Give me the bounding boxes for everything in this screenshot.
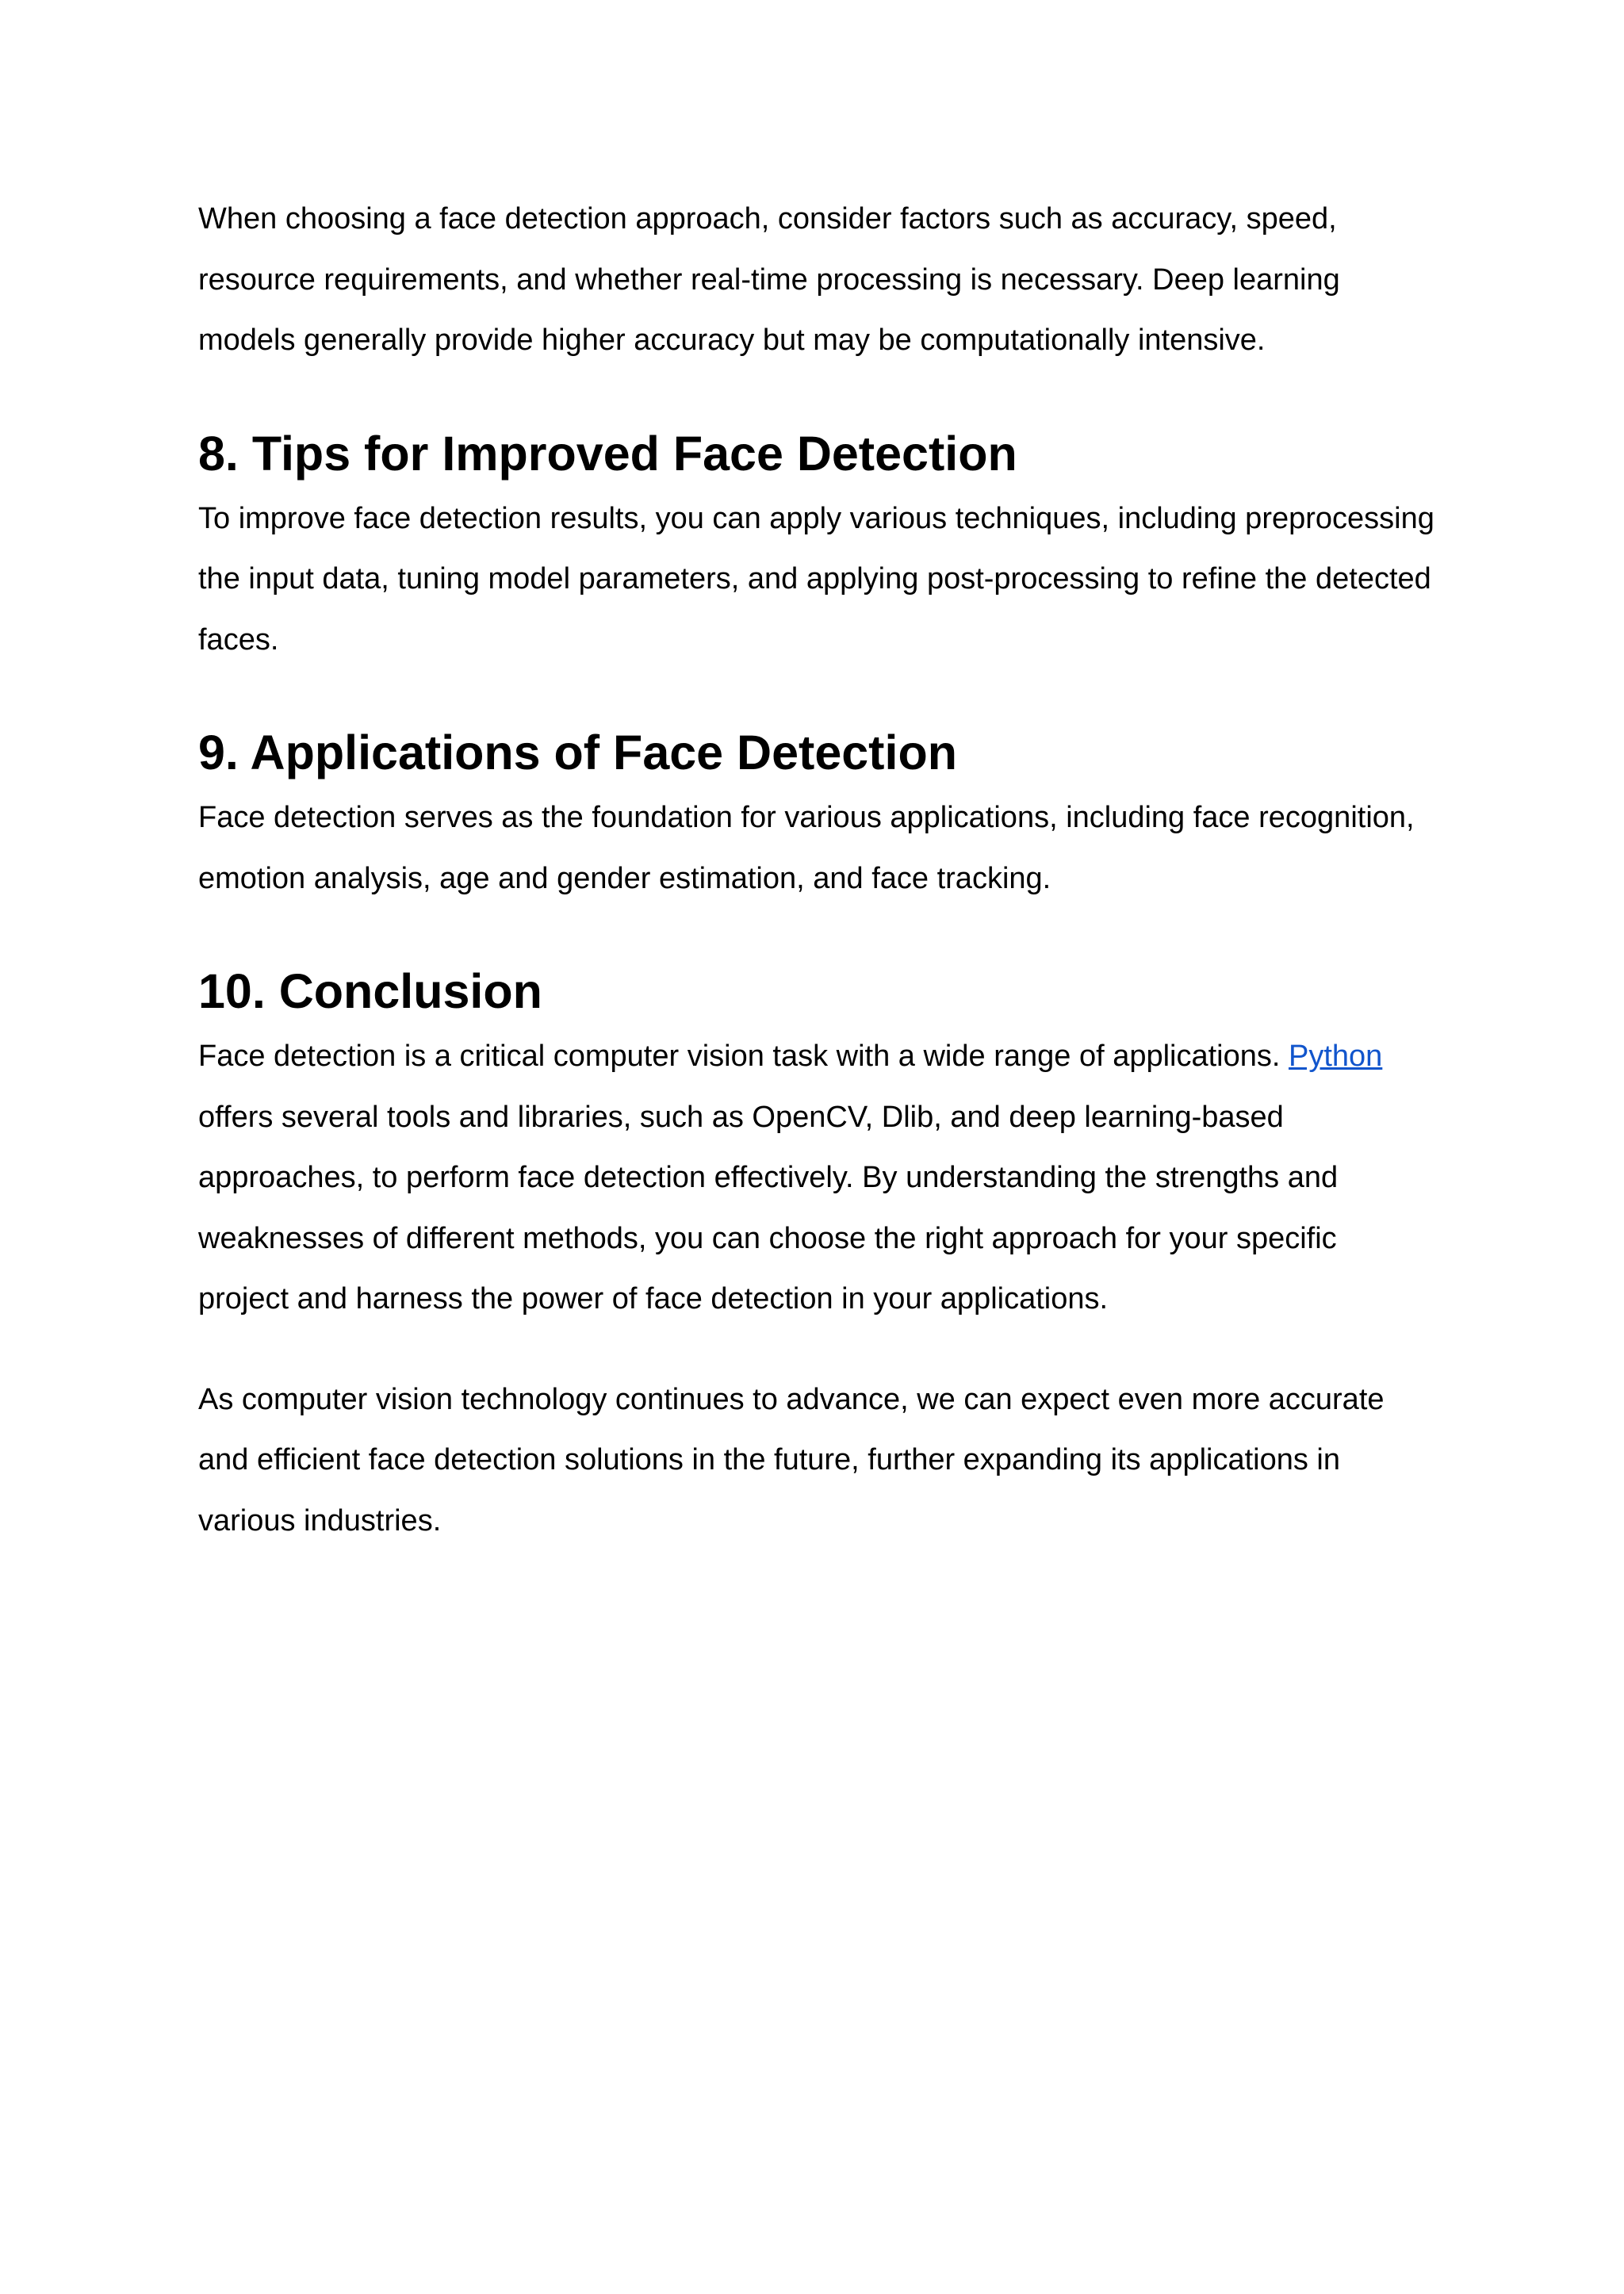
section-8-line: faces. <box>198 622 279 657</box>
conclusion-line-with-link <box>198 1026 1451 1087</box>
conclusion-line: weaknesses of different methods, you can choose the right approach for your specific <box>198 1221 1337 1255</box>
section-9-paragraph <box>198 787 1451 909</box>
intro-line: resource requirements, and whether real-time processing is necessary. Deep learning <box>198 262 1340 297</box>
conclusion-text: Face detection is a critical computer vision task with a wide range of applications. <box>198 1040 1289 1073</box>
section-10-heading: 10. Conclusion <box>198 964 542 1018</box>
conclusion-paragraph-1 <box>198 1026 1451 1330</box>
section-9-line: emotion analysis, age and gender estimation, and face tracking. <box>198 861 1051 895</box>
intro-paragraph <box>198 189 1451 371</box>
conclusion-line: project and harness the power of face detection in your applications. <box>198 1282 1109 1316</box>
section-8-line: To improve face detection results, you can apply various techniques, including preprocessing <box>198 501 1434 535</box>
document-page <box>198 189 1451 1551</box>
intro-line: When choosing a face detection approach, consider factors such as accuracy, speed, <box>198 202 1337 236</box>
conclusion-line: offers several tools and libraries, such as OpenCV, Dlib, and deep learning-based <box>198 1100 1284 1134</box>
section-8-line: the input data, tuning model parameters, and applying post-processing to refine the detected <box>198 562 1431 596</box>
conclusion-line: and efficient face detection solutions in the future, further expanding its applications in <box>198 1443 1340 1476</box>
intro-line: models generally provide higher accuracy but may be computationally intensive. <box>198 324 1266 357</box>
section-8-heading: 8. Tips for Improved Face Detection <box>198 426 1017 481</box>
conclusion-line: As computer vision technology continues to advance, we can expect even more accurate <box>198 1382 1385 1416</box>
section-9-line: Face detection serves as the foundation for various applications, including face recognition, <box>198 801 1415 834</box>
conclusion-paragraph-2 <box>198 1369 1451 1552</box>
conclusion-line: approaches, to perform face detection effectively. By understanding the strengths and <box>198 1161 1339 1194</box>
python-link[interactable]: Python <box>1289 1040 1383 1073</box>
section-9-heading: 9. Applications of Face Detection <box>198 726 957 779</box>
conclusion-line: various industries. <box>198 1503 442 1538</box>
section-8-paragraph <box>198 488 1451 671</box>
